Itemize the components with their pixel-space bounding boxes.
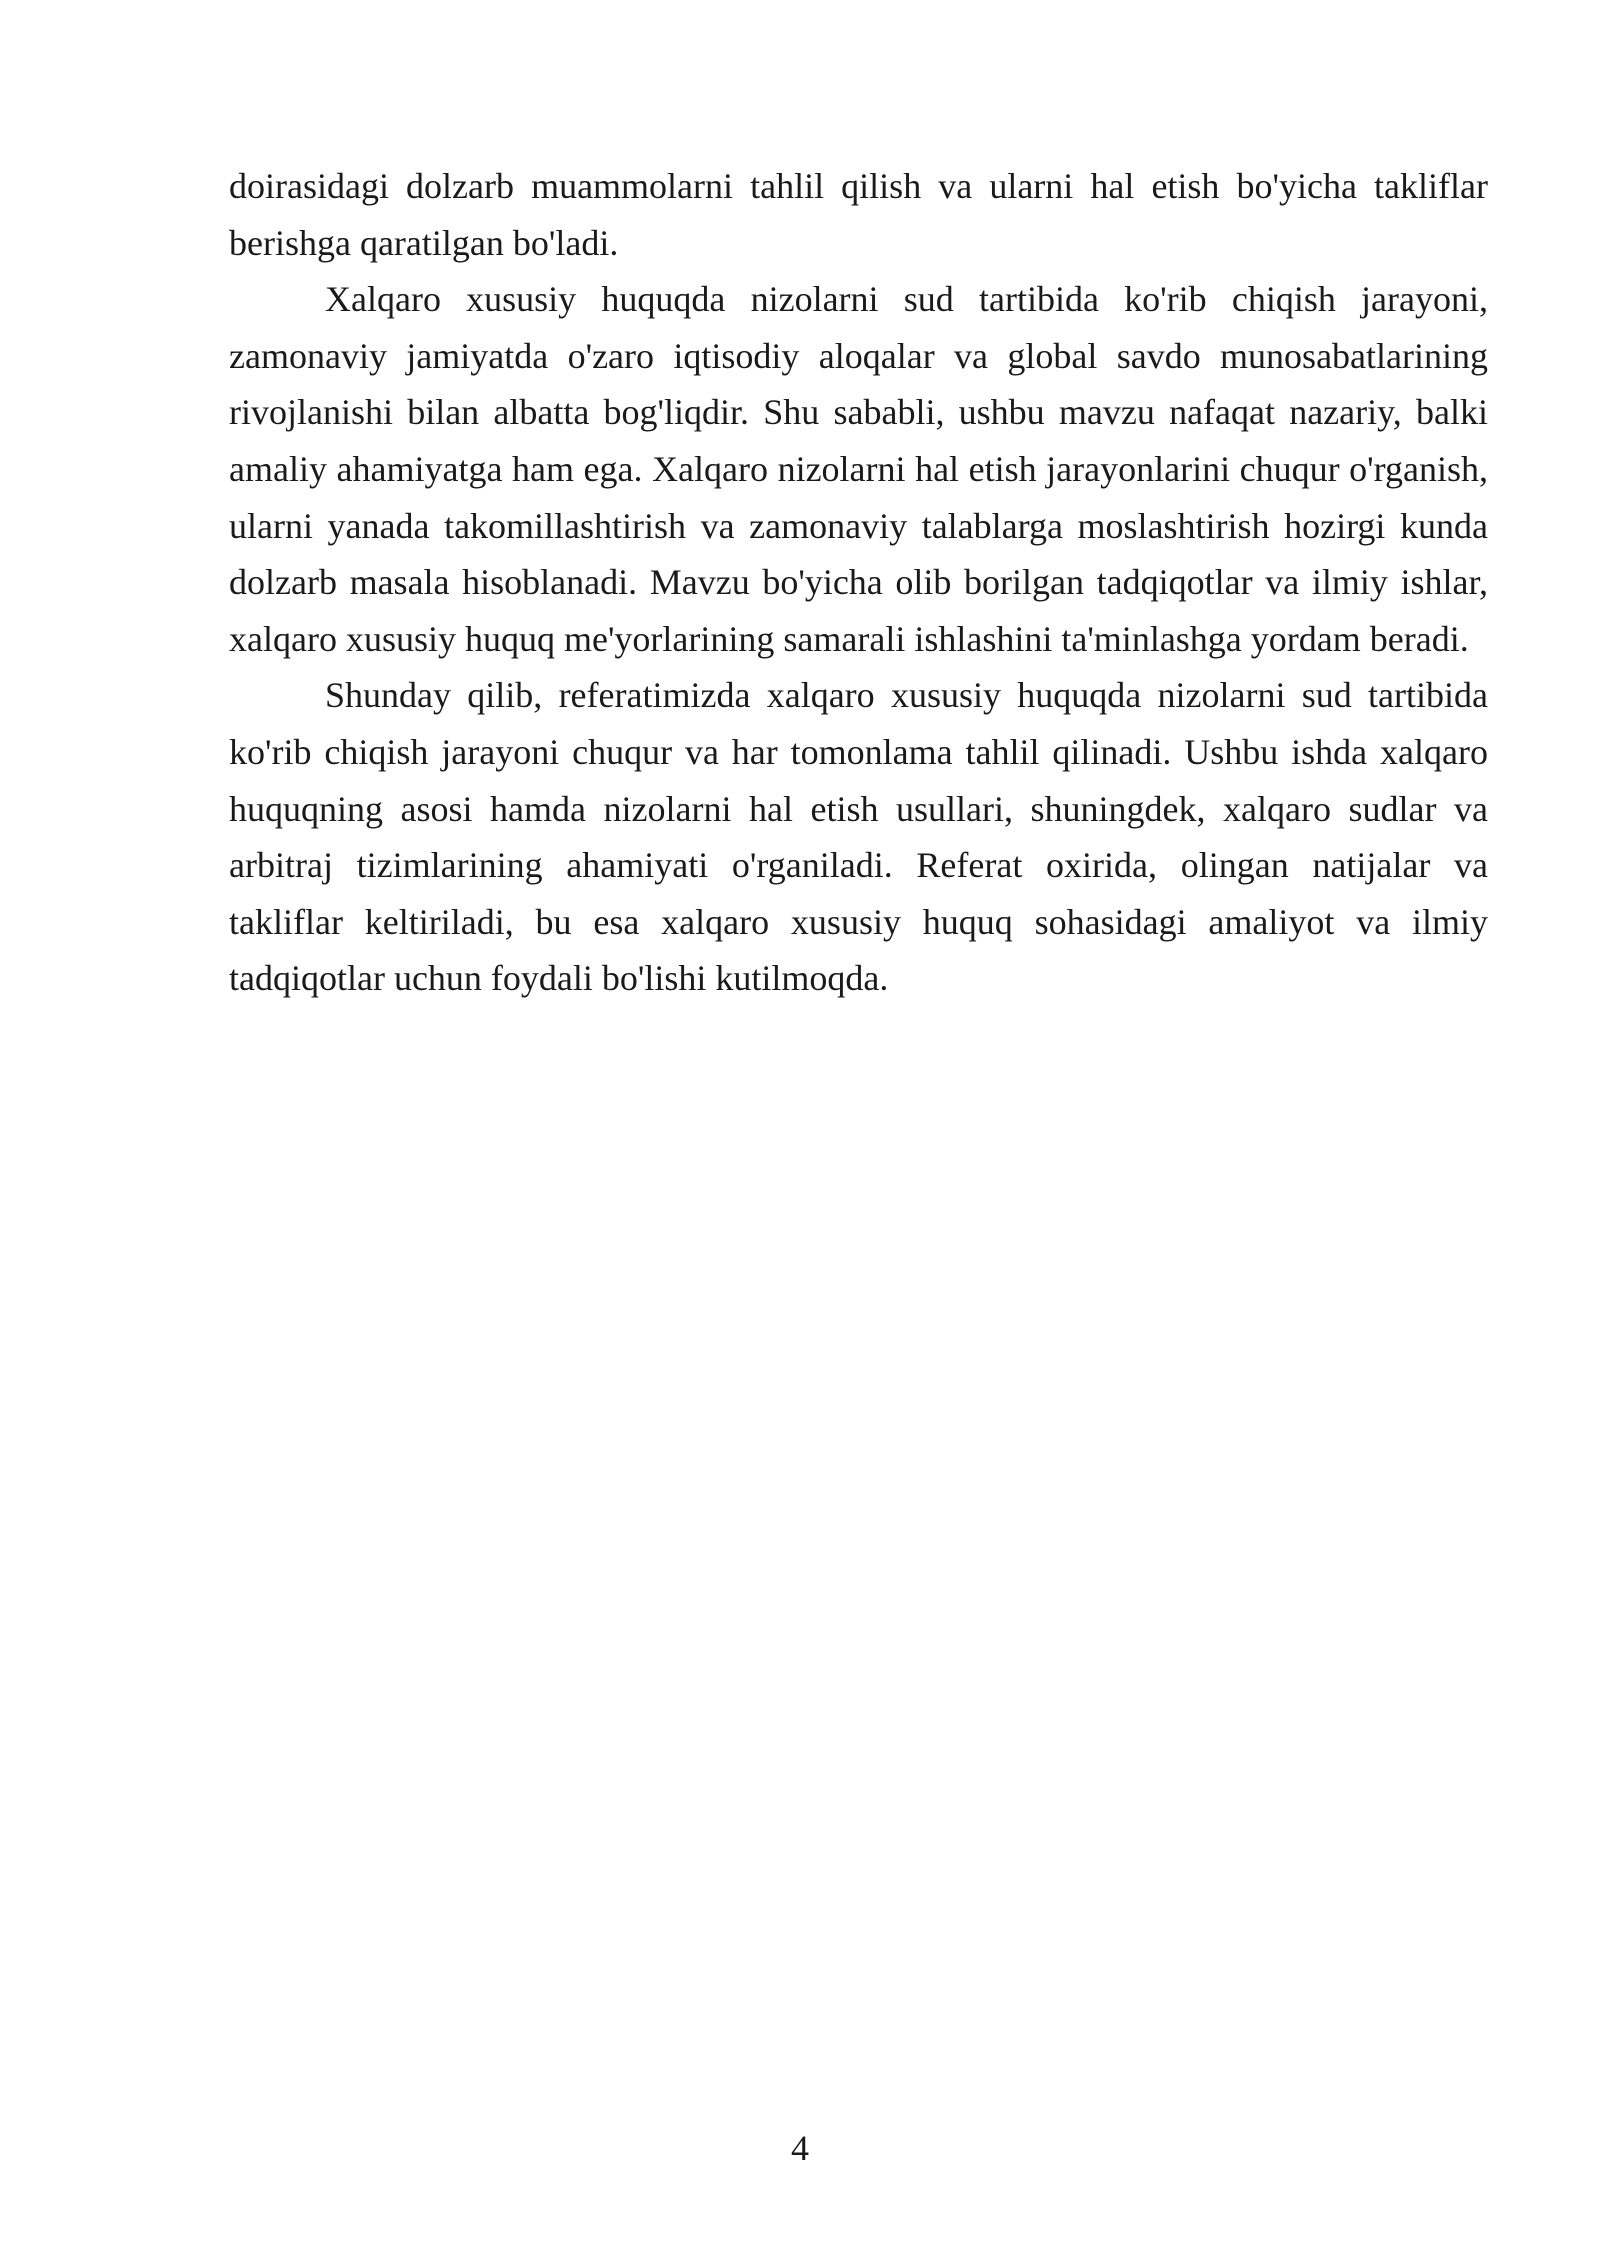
body-text bbox=[229, 158, 1488, 1007]
page-number: 4 bbox=[791, 2128, 809, 2168]
paragraph-continuation: doirasidagi dolzarb muammolarni tahlil qilish va ularni hal etish bo'yicha takliflar berishga qaratilgan bo'ladi. bbox=[229, 166, 1488, 263]
paragraph-summary: Shunday qilib, referatimizda xalqaro xususiy huquqda nizolarni sud tartibida ko'rib chiqish jarayoni chuqur va har tomonlama tahlil qilinadi. Ushbu ishda xalqaro huquqning asosi hamda nizolarni hal etish usullari, shuningdek, xalqaro sudlar va arbitraj tizimlarining ahamiyati o'rganiladi. Referat oxirida, olingan natijalar va takliflar keltiriladi, bu esa xalqaro xususiy huquq sohasidagi amaliyot va ilmiy tadqiqotlar uchun foydali bo'lishi kutilmoqda. bbox=[229, 675, 1488, 999]
paragraph-relevance: Xalqaro xususiy huquqda nizolarni sud tartibida ko'rib chiqish jarayoni, zamonaviy jamiyatda o'zaro iqtisodiy aloqalar va global savdo munosabatlarining rivojlanishi bilan albatta bog'liqdir. Shu sababli, ushbu mavzu nafaqat nazariy, balki amaliy ahamiyatga ham ega. Xalqaro nizolarni hal etish jarayonlarini chuqur o'rganish, ularni yanada takomillashtirish va zamonaviy talablarga moslashtirish hozirgi kunda dolzarb masala hisoblanadi. Mavzu bo'yicha olib borilgan tadqiqotlar va ilmiy ishlar, xalqaro xususiy huquq me'yorlarining samarali ishlashini ta'minlashga yordam beradi. bbox=[229, 279, 1488, 659]
